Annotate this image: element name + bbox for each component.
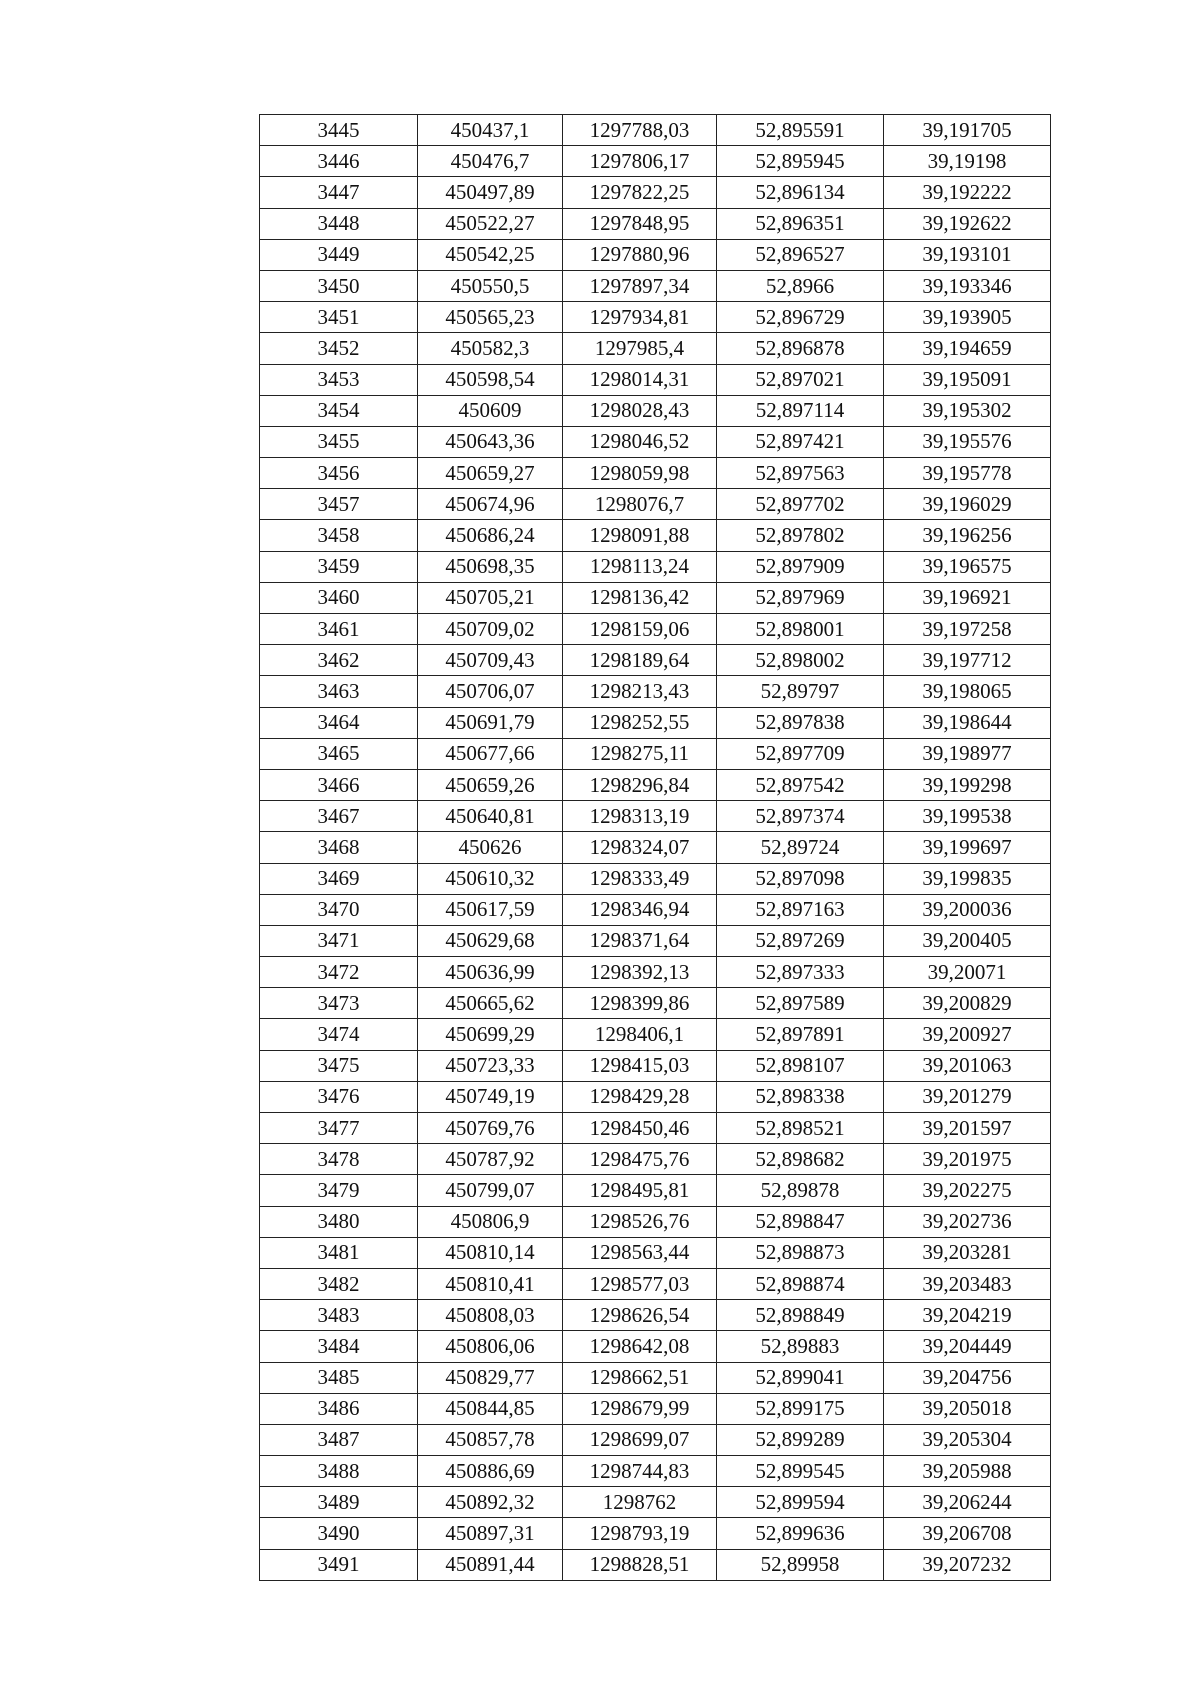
table-row [260,395,1051,426]
longitude-cell: 39,198065 [884,676,1051,707]
point-number-cell: 3487 [260,1424,418,1455]
latitude-cell: 52,896729 [717,302,884,333]
latitude-cell: 52,898849 [717,1300,884,1331]
y-coordinate-cell: 1298450,46 [563,1113,717,1144]
latitude-cell: 52,89958 [717,1549,884,1580]
table-row [260,1549,1051,1580]
point-number-cell: 3449 [260,239,418,270]
x-coordinate-cell: 450626 [418,832,563,863]
x-coordinate-cell: 450659,26 [418,769,563,800]
latitude-cell: 52,899289 [717,1424,884,1455]
table-row [260,364,1051,395]
table-row [260,707,1051,738]
x-coordinate-cell: 450550,5 [418,270,563,301]
latitude-cell: 52,896527 [717,239,884,270]
y-coordinate-cell: 1298399,86 [563,988,717,1019]
longitude-cell: 39,195778 [884,458,1051,489]
table-row [260,1424,1051,1455]
latitude-cell: 52,897891 [717,1019,884,1050]
x-coordinate-cell: 450769,76 [418,1113,563,1144]
point-number-cell: 3480 [260,1206,418,1237]
x-coordinate-cell: 450829,77 [418,1362,563,1393]
y-coordinate-cell: 1298662,51 [563,1362,717,1393]
y-coordinate-cell: 1298324,07 [563,832,717,863]
y-coordinate-cell: 1298495,81 [563,1175,717,1206]
latitude-cell: 52,897702 [717,489,884,520]
point-number-cell: 3461 [260,614,418,645]
y-coordinate-cell: 1297848,95 [563,208,717,239]
table-row [260,863,1051,894]
x-coordinate-cell: 450582,3 [418,333,563,364]
x-coordinate-cell: 450799,07 [418,1175,563,1206]
x-coordinate-cell: 450691,79 [418,707,563,738]
point-number-cell: 3466 [260,769,418,800]
latitude-cell: 52,897269 [717,925,884,956]
point-number-cell: 3483 [260,1300,418,1331]
table-row [260,1019,1051,1050]
y-coordinate-cell: 1298793,19 [563,1518,717,1549]
x-coordinate-cell: 450686,24 [418,520,563,551]
table-row [260,239,1051,270]
latitude-cell: 52,898682 [717,1144,884,1175]
y-coordinate-cell: 1297934,81 [563,302,717,333]
longitude-cell: 39,200927 [884,1019,1051,1050]
longitude-cell: 39,207232 [884,1549,1051,1580]
longitude-cell: 39,192622 [884,208,1051,239]
longitude-cell: 39,195302 [884,395,1051,426]
point-number-cell: 3481 [260,1237,418,1268]
point-number-cell: 3478 [260,1144,418,1175]
x-coordinate-cell: 450709,02 [418,614,563,645]
table-row [260,645,1051,676]
y-coordinate-cell: 1298563,44 [563,1237,717,1268]
longitude-cell: 39,206708 [884,1518,1051,1549]
table-row [260,1487,1051,1518]
y-coordinate-cell: 1298577,03 [563,1268,717,1299]
y-coordinate-cell: 1298429,28 [563,1081,717,1112]
latitude-cell: 52,89724 [717,832,884,863]
latitude-cell: 52,897589 [717,988,884,1019]
table-row [260,1518,1051,1549]
table-row [260,676,1051,707]
longitude-cell: 39,202275 [884,1175,1051,1206]
longitude-cell: 39,195091 [884,364,1051,395]
x-coordinate-cell: 450749,19 [418,1081,563,1112]
point-number-cell: 3468 [260,832,418,863]
x-coordinate-cell: 450698,35 [418,551,563,582]
point-number-cell: 3465 [260,738,418,769]
x-coordinate-cell: 450643,36 [418,426,563,457]
table-row [260,925,1051,956]
latitude-cell: 52,897098 [717,863,884,894]
table-row [260,1113,1051,1144]
longitude-cell: 39,196575 [884,551,1051,582]
x-coordinate-cell: 450610,32 [418,863,563,894]
table-row [260,520,1051,551]
point-number-cell: 3448 [260,208,418,239]
longitude-cell: 39,204219 [884,1300,1051,1331]
y-coordinate-cell: 1298699,07 [563,1424,717,1455]
x-coordinate-cell: 450844,85 [418,1393,563,1424]
y-coordinate-cell: 1298113,24 [563,551,717,582]
table-row [260,1393,1051,1424]
x-coordinate-cell: 450808,03 [418,1300,563,1331]
latitude-cell: 52,898521 [717,1113,884,1144]
table-row [260,1175,1051,1206]
x-coordinate-cell: 450437,1 [418,115,563,146]
y-coordinate-cell: 1298252,55 [563,707,717,738]
table-row [260,801,1051,832]
latitude-cell: 52,899636 [717,1518,884,1549]
x-coordinate-cell: 450636,99 [418,957,563,988]
longitude-cell: 39,201063 [884,1050,1051,1081]
point-number-cell: 3477 [260,1113,418,1144]
latitude-cell: 52,897374 [717,801,884,832]
longitude-cell: 39,197712 [884,645,1051,676]
x-coordinate-cell: 450665,62 [418,988,563,1019]
table-row [260,458,1051,489]
longitude-cell: 39,202736 [884,1206,1051,1237]
y-coordinate-cell: 1298828,51 [563,1549,717,1580]
longitude-cell: 39,203483 [884,1268,1051,1299]
point-number-cell: 3463 [260,676,418,707]
latitude-cell: 52,898874 [717,1268,884,1299]
coordinates-table-body [260,115,1051,1581]
x-coordinate-cell: 450476,7 [418,146,563,177]
y-coordinate-cell: 1298014,31 [563,364,717,395]
point-number-cell: 3457 [260,489,418,520]
y-coordinate-cell: 1298744,83 [563,1456,717,1487]
x-coordinate-cell: 450659,27 [418,458,563,489]
point-number-cell: 3485 [260,1362,418,1393]
y-coordinate-cell: 1298475,76 [563,1144,717,1175]
point-number-cell: 3467 [260,801,418,832]
latitude-cell: 52,899594 [717,1487,884,1518]
x-coordinate-cell: 450617,59 [418,894,563,925]
latitude-cell: 52,898338 [717,1081,884,1112]
point-number-cell: 3489 [260,1487,418,1518]
point-number-cell: 3451 [260,302,418,333]
latitude-cell: 52,899041 [717,1362,884,1393]
longitude-cell: 39,192222 [884,177,1051,208]
point-number-cell: 3473 [260,988,418,1019]
y-coordinate-cell: 1298762 [563,1487,717,1518]
point-number-cell: 3453 [260,364,418,395]
point-number-cell: 3475 [260,1050,418,1081]
table-row [260,832,1051,863]
y-coordinate-cell: 1298333,49 [563,863,717,894]
point-number-cell: 3491 [260,1549,418,1580]
y-coordinate-cell: 1298275,11 [563,738,717,769]
table-row [260,146,1051,177]
y-coordinate-cell: 1298213,43 [563,676,717,707]
x-coordinate-cell: 450522,27 [418,208,563,239]
point-number-cell: 3484 [260,1331,418,1362]
longitude-cell: 39,194659 [884,333,1051,364]
y-coordinate-cell: 1297880,96 [563,239,717,270]
coordinates-table [259,114,1051,1581]
y-coordinate-cell: 1298091,88 [563,520,717,551]
x-coordinate-cell: 450705,21 [418,582,563,613]
y-coordinate-cell: 1298028,43 [563,395,717,426]
point-number-cell: 3476 [260,1081,418,1112]
y-coordinate-cell: 1297897,34 [563,270,717,301]
x-coordinate-cell: 450857,78 [418,1424,563,1455]
latitude-cell: 52,896878 [717,333,884,364]
longitude-cell: 39,193101 [884,239,1051,270]
x-coordinate-cell: 450677,66 [418,738,563,769]
longitude-cell: 39,199538 [884,801,1051,832]
x-coordinate-cell: 450497,89 [418,177,563,208]
longitude-cell: 39,199298 [884,769,1051,800]
y-coordinate-cell: 1298296,84 [563,769,717,800]
latitude-cell: 52,899175 [717,1393,884,1424]
y-coordinate-cell: 1298526,76 [563,1206,717,1237]
point-number-cell: 3479 [260,1175,418,1206]
x-coordinate-cell: 450609 [418,395,563,426]
point-number-cell: 3447 [260,177,418,208]
table-row [260,894,1051,925]
x-coordinate-cell: 450699,29 [418,1019,563,1050]
latitude-cell: 52,8966 [717,270,884,301]
y-coordinate-cell: 1298189,64 [563,645,717,676]
longitude-cell: 39,197258 [884,614,1051,645]
point-number-cell: 3445 [260,115,418,146]
x-coordinate-cell: 450723,33 [418,1050,563,1081]
latitude-cell: 52,89797 [717,676,884,707]
latitude-cell: 52,898873 [717,1237,884,1268]
point-number-cell: 3469 [260,863,418,894]
table-row [260,1050,1051,1081]
y-coordinate-cell: 1298059,98 [563,458,717,489]
longitude-cell: 39,201597 [884,1113,1051,1144]
x-coordinate-cell: 450891,44 [418,1549,563,1580]
latitude-cell: 52,897563 [717,458,884,489]
latitude-cell: 52,89883 [717,1331,884,1362]
y-coordinate-cell: 1298406,1 [563,1019,717,1050]
longitude-cell: 39,201279 [884,1081,1051,1112]
x-coordinate-cell: 450810,41 [418,1268,563,1299]
longitude-cell: 39,198644 [884,707,1051,738]
x-coordinate-cell: 450810,14 [418,1237,563,1268]
point-number-cell: 3446 [260,146,418,177]
y-coordinate-cell: 1298679,99 [563,1393,717,1424]
point-number-cell: 3474 [260,1019,418,1050]
latitude-cell: 52,897421 [717,426,884,457]
table-row [260,1144,1051,1175]
latitude-cell: 52,897969 [717,582,884,613]
y-coordinate-cell: 1297985,4 [563,333,717,364]
y-coordinate-cell: 1298346,94 [563,894,717,925]
table-row [260,115,1051,146]
x-coordinate-cell: 450629,68 [418,925,563,956]
table-row [260,208,1051,239]
table-row [260,1237,1051,1268]
x-coordinate-cell: 450892,32 [418,1487,563,1518]
point-number-cell: 3456 [260,458,418,489]
point-number-cell: 3470 [260,894,418,925]
longitude-cell: 39,205304 [884,1424,1051,1455]
point-number-cell: 3458 [260,520,418,551]
table-row [260,1300,1051,1331]
y-coordinate-cell: 1298159,06 [563,614,717,645]
y-coordinate-cell: 1298626,54 [563,1300,717,1331]
point-number-cell: 3454 [260,395,418,426]
table-row [260,1362,1051,1393]
table-row [260,1456,1051,1487]
table-row [260,988,1051,1019]
x-coordinate-cell: 450640,81 [418,801,563,832]
point-number-cell: 3462 [260,645,418,676]
y-coordinate-cell: 1297806,17 [563,146,717,177]
point-number-cell: 3486 [260,1393,418,1424]
point-number-cell: 3464 [260,707,418,738]
table-row [260,614,1051,645]
latitude-cell: 52,895591 [717,115,884,146]
point-number-cell: 3488 [260,1456,418,1487]
latitude-cell: 52,897542 [717,769,884,800]
point-number-cell: 3490 [260,1518,418,1549]
table-row [260,1268,1051,1299]
table-row [260,333,1051,364]
table-row [260,957,1051,988]
latitude-cell: 52,897163 [717,894,884,925]
x-coordinate-cell: 450674,96 [418,489,563,520]
x-coordinate-cell: 450787,92 [418,1144,563,1175]
latitude-cell: 52,897333 [717,957,884,988]
x-coordinate-cell: 450709,43 [418,645,563,676]
longitude-cell: 39,204449 [884,1331,1051,1362]
longitude-cell: 39,196256 [884,520,1051,551]
latitude-cell: 52,897709 [717,738,884,769]
y-coordinate-cell: 1298136,42 [563,582,717,613]
x-coordinate-cell: 450565,23 [418,302,563,333]
longitude-cell: 39,195576 [884,426,1051,457]
y-coordinate-cell: 1298642,08 [563,1331,717,1362]
latitude-cell: 52,897021 [717,364,884,395]
longitude-cell: 39,196921 [884,582,1051,613]
longitude-cell: 39,200405 [884,925,1051,956]
table-row [260,738,1051,769]
longitude-cell: 39,193905 [884,302,1051,333]
table-row [260,1081,1051,1112]
table-row [260,302,1051,333]
y-coordinate-cell: 1298371,64 [563,925,717,956]
x-coordinate-cell: 450598,54 [418,364,563,395]
y-coordinate-cell: 1297822,25 [563,177,717,208]
longitude-cell: 39,199697 [884,832,1051,863]
longitude-cell: 39,20071 [884,957,1051,988]
y-coordinate-cell: 1298313,19 [563,801,717,832]
latitude-cell: 52,898002 [717,645,884,676]
point-number-cell: 3459 [260,551,418,582]
longitude-cell: 39,205988 [884,1456,1051,1487]
table-row [260,551,1051,582]
y-coordinate-cell: 1297788,03 [563,115,717,146]
latitude-cell: 52,897114 [717,395,884,426]
table-row [260,1206,1051,1237]
longitude-cell: 39,204756 [884,1362,1051,1393]
table-row [260,582,1051,613]
point-number-cell: 3471 [260,925,418,956]
table-row [260,489,1051,520]
longitude-cell: 39,200036 [884,894,1051,925]
point-number-cell: 3482 [260,1268,418,1299]
y-coordinate-cell: 1298415,03 [563,1050,717,1081]
latitude-cell: 52,898107 [717,1050,884,1081]
x-coordinate-cell: 450806,9 [418,1206,563,1237]
latitude-cell: 52,896351 [717,208,884,239]
longitude-cell: 39,200829 [884,988,1051,1019]
table-row [260,1331,1051,1362]
latitude-cell: 52,898001 [717,614,884,645]
point-number-cell: 3455 [260,426,418,457]
longitude-cell: 39,199835 [884,863,1051,894]
latitude-cell: 52,897909 [717,551,884,582]
latitude-cell: 52,895945 [717,146,884,177]
y-coordinate-cell: 1298392,13 [563,957,717,988]
x-coordinate-cell: 450542,25 [418,239,563,270]
latitude-cell: 52,897802 [717,520,884,551]
point-number-cell: 3472 [260,957,418,988]
y-coordinate-cell: 1298046,52 [563,426,717,457]
longitude-cell: 39,206244 [884,1487,1051,1518]
longitude-cell: 39,205018 [884,1393,1051,1424]
latitude-cell: 52,89878 [717,1175,884,1206]
latitude-cell: 52,896134 [717,177,884,208]
table-row [260,769,1051,800]
table-row [260,426,1051,457]
longitude-cell: 39,193346 [884,270,1051,301]
latitude-cell: 52,898847 [717,1206,884,1237]
longitude-cell: 39,203281 [884,1237,1051,1268]
longitude-cell: 39,201975 [884,1144,1051,1175]
longitude-cell: 39,196029 [884,489,1051,520]
point-number-cell: 3450 [260,270,418,301]
x-coordinate-cell: 450886,69 [418,1456,563,1487]
x-coordinate-cell: 450806,06 [418,1331,563,1362]
table-row [260,177,1051,208]
x-coordinate-cell: 450897,31 [418,1518,563,1549]
y-coordinate-cell: 1298076,7 [563,489,717,520]
x-coordinate-cell: 450706,07 [418,676,563,707]
longitude-cell: 39,19198 [884,146,1051,177]
longitude-cell: 39,198977 [884,738,1051,769]
point-number-cell: 3460 [260,582,418,613]
latitude-cell: 52,899545 [717,1456,884,1487]
table-row [260,270,1051,301]
point-number-cell: 3452 [260,333,418,364]
latitude-cell: 52,897838 [717,707,884,738]
longitude-cell: 39,191705 [884,115,1051,146]
